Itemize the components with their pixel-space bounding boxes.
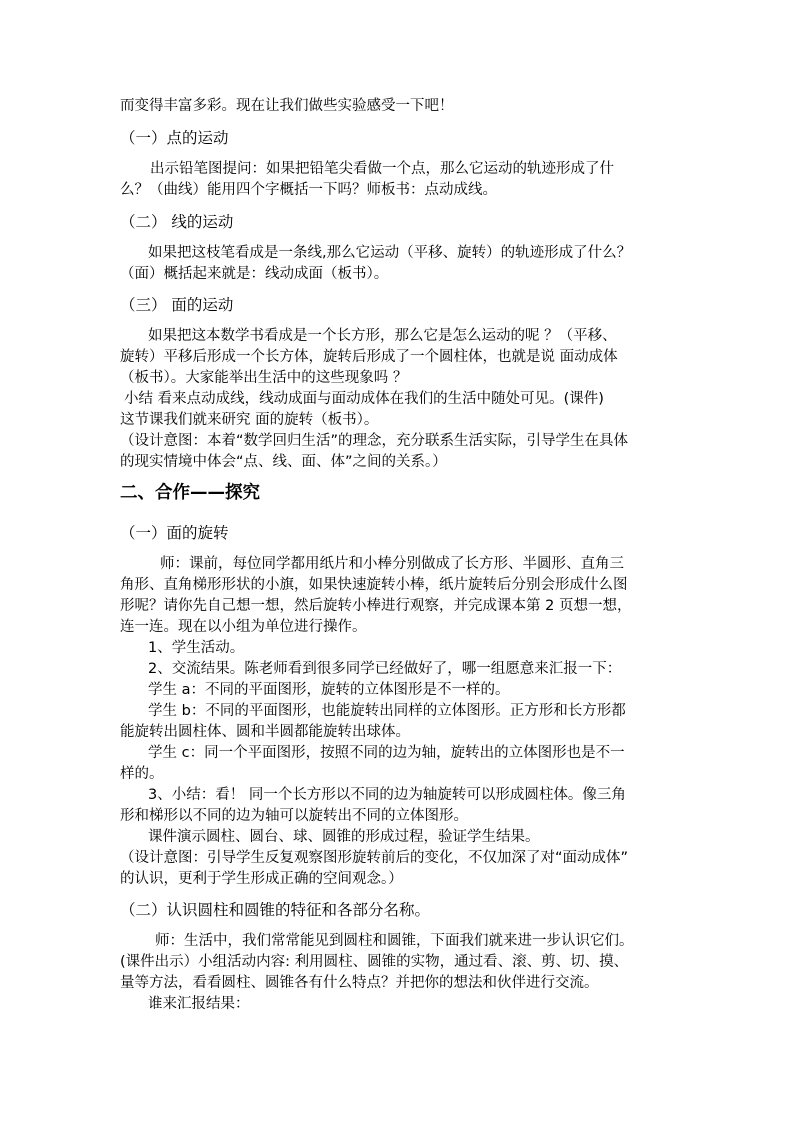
text-line: 师：生活中，我们常常能见到圆柱和圆锥，下面我们就来进一步认识它们。 xyxy=(155,933,634,949)
text-line: 学生 a：不同的平面图形，旋转的立体图形是不一样的。 xyxy=(148,682,510,698)
section-heading: （二） 线的运动 xyxy=(120,213,234,231)
text-line: (课件出示）小组活动内容: 利用圆柱、圆锥的实物，通过看、滚、剪、切、摸、 xyxy=(120,954,629,970)
text-line: 学生 b：不同的平面图形，也能旋转出同样的立体图形。正方形和长方形都 xyxy=(148,703,626,719)
text-line: 量等方法，看看圆柱、圆锥各有什么特点？并把你的想法和伙伴进行交流。 xyxy=(120,975,599,991)
text-line: 谁来汇报结果： xyxy=(148,996,250,1012)
text-line: 课件演示圆柱、圆台、球、圆锥的形成过程，验证学生结果。 xyxy=(148,829,540,845)
text-line: （板书）。大家能举出生活中的这些现象吗 ？ xyxy=(120,370,408,386)
text-line: 如果把这枝笔看成是一条线,那么它运动（平移、旋转）的轨迹形成了什么？ xyxy=(148,245,632,261)
text-line: 3、小结：看！ 同一个长方形以不同的边为轴旋转可以形成圆柱体。像三角 xyxy=(148,787,626,803)
text-line: 出示铅笔图提问：如果把铅笔尖看做一个点，那么它运动的轨迹形成了什 xyxy=(150,161,614,177)
text-line: 么？（曲线）能用四个字概括一下吗？师板书：点动成线。 xyxy=(120,182,497,198)
section-heading: （三） 面的运动 xyxy=(120,296,234,314)
text-line: 师：课前，每位同学都用纸片和小棒分别做成了长方形、半圆形、直角三 xyxy=(160,556,624,572)
text-line: 这节课我们就来研究 面的旋转（板书）。 xyxy=(120,412,379,428)
text-line: 如果把这本数学书看成是一个长方形，那么它是怎么运动的呢 ？（平移、 xyxy=(148,328,617,344)
text-line: （设计意图：引导学生反复观察图形旋转前后的变化，不仅加深了对“面动成体” xyxy=(120,850,629,866)
section-heading: （二）认识圆柱和圆锥的特征和各部分名称。 xyxy=(120,901,431,919)
text-line: 形呢？请你先自己想一想，然后旋转小棒进行观察，并完成课本第 2 页想一想， xyxy=(120,598,632,614)
text-line: 角形、直角梯形形状的小旗，如果快速旋转小棒，纸片旋转后分别会形成什么图 xyxy=(120,577,628,593)
text-line: 的认识，更利于学生形成正确的空间观念。） xyxy=(120,871,403,887)
text-line: 学生 c：同一个平面图形，按照不同的边为轴，旋转出的立体图形也是不一 xyxy=(148,745,625,761)
text-line: 而变得丰富多彩。现在让我们做些实验感受一下吧！ xyxy=(120,98,454,114)
text-line: 2、交流结果。陈老师看到很多同学已经做好了，哪一组愿意来汇报一下： xyxy=(148,661,622,677)
text-line: 样的。 xyxy=(120,766,164,782)
section-heading: （一）面的旋转 xyxy=(120,524,229,542)
text-line: 的现实情境中体会“点、线、面、体”之间的关系。） xyxy=(120,454,447,470)
section-heading: （一）点的运动 xyxy=(120,129,229,147)
text-line: 1、学生活动。 xyxy=(148,640,245,656)
text-line: （设计意图：本着“数学回归生活”的理念，充分联系生活实际，引导学生在具体 xyxy=(120,433,629,449)
chapter-heading: 二、合作——探究 xyxy=(120,483,260,503)
text-line: （面）概括起来就是：线动成面（板书）。 xyxy=(120,266,389,282)
text-line: 能旋转出圆柱体、圆和半圆都能旋转出球体。 xyxy=(120,724,410,740)
text-line: 形和梯形以不同的边为轴可以旋转出不同的立体图形。 xyxy=(120,808,468,824)
text-line: 连一连。现在以小组为单位进行操作。 xyxy=(120,619,367,635)
text-line: 小结 看来点动成线，线动成面与面动成体在我们的生活中随处可见。(课件) xyxy=(124,391,604,407)
text-line: 旋转）平移后形成一个长方体，旋转后形成了一个圆柱体，也就是说 面动成体 xyxy=(120,349,618,365)
